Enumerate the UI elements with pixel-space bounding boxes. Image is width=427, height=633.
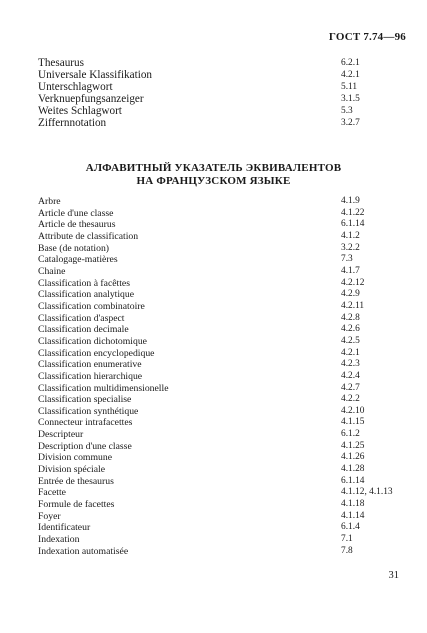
index-term: Classification d'aspect (38, 312, 125, 324)
index-reference: 4.2.1 (341, 70, 360, 81)
index-reference: 4.1.9 (341, 196, 360, 206)
index-reference: 6.2.1 (341, 58, 360, 68)
section-title (0, 162, 427, 188)
german-index-list (38, 57, 403, 130)
index-reference: 4.1.22 (341, 207, 365, 218)
index-entry (38, 464, 403, 476)
index-entry (38, 117, 403, 129)
french-index-list (38, 196, 403, 557)
index-term: Attribute de classification (38, 230, 139, 242)
index-reference: 6.1.14 (341, 475, 365, 486)
index-reference: 6.1.2 (341, 429, 360, 440)
index-term: Connecteur intrafacettes (38, 417, 133, 429)
index-entry (38, 383, 403, 395)
index-term: Unterschlagwort (38, 81, 113, 94)
index-entry (38, 546, 403, 558)
index-reference: 4.2.3 (341, 359, 360, 370)
index-entry (38, 105, 403, 117)
index-reference: 4.1.14 (341, 510, 365, 521)
index-reference: 3.2.2 (341, 242, 360, 253)
index-reference: 6.1.4 (341, 522, 360, 533)
index-reference: 6.1.14 (341, 219, 365, 230)
index-term: Classification enumerative (38, 359, 142, 371)
index-term: Description d'une classe (38, 440, 132, 452)
index-entry (38, 371, 403, 383)
index-term: Classification hierarchique (38, 370, 143, 382)
index-reference: 4.2.8 (341, 312, 360, 323)
index-term: Entrée de thesaurus (38, 475, 114, 487)
index-term: Catalogage-matières (38, 254, 118, 266)
index-term: Article de thesaurus (38, 219, 116, 231)
index-entry (38, 196, 403, 208)
index-term: Classification multidimensionelle (38, 382, 169, 394)
index-entry (38, 278, 403, 290)
index-term: Arbre (38, 196, 61, 207)
index-reference: 3.1.5 (341, 94, 360, 105)
page-number: 31 (388, 570, 399, 581)
index-term: Article d'une classe (38, 207, 114, 219)
index-entry (38, 208, 403, 220)
index-reference: 4.1.18 (341, 499, 365, 510)
page-header-standard: ГОСТ 7.74—96 (328, 31, 406, 43)
index-reference: 4.2.11 (341, 300, 365, 311)
index-reference: 4.2.10 (341, 405, 365, 416)
index-reference: 4.1.2 (341, 230, 360, 241)
index-term: Weites Schlagwort (38, 105, 122, 118)
index-term: Verknuepfungsanzeiger (38, 93, 144, 106)
index-reference: 4.2.12 (341, 277, 365, 288)
index-reference: 5.11 (341, 82, 358, 93)
index-reference: 4.2.6 (341, 324, 360, 335)
index-term: Division spéciale (38, 464, 105, 476)
index-term: Classification encyclopedique (38, 347, 155, 359)
index-term: Classification combinatoire (38, 300, 145, 312)
index-entry (38, 289, 403, 301)
index-reference: 7.1 (341, 534, 353, 545)
index-entry (38, 313, 403, 325)
index-reference: 4.1.25 (341, 440, 365, 451)
index-entry (38, 219, 403, 231)
index-entry (38, 429, 403, 441)
index-term: Base (de notation) (38, 242, 110, 254)
index-entry (38, 534, 403, 546)
index-term: Facette (38, 487, 66, 499)
index-reference: 3.2.7 (341, 118, 360, 129)
index-term: Universale Klassifikation (38, 69, 153, 82)
index-term: Foyer (38, 510, 61, 522)
index-reference: 4.2.2 (341, 394, 360, 405)
index-entry (38, 359, 403, 371)
index-reference: 5.3 (341, 106, 353, 117)
index-entry (38, 487, 403, 499)
index-reference: 7.8 (341, 545, 353, 556)
index-entry (38, 69, 403, 81)
index-entry (38, 452, 403, 464)
section-title-line-1: АЛФАВИТНЫЙ УКАЗАТЕЛЬ ЭКВИВАЛЕНТОВ (85, 162, 342, 174)
index-entry (38, 499, 403, 511)
index-entry (38, 301, 403, 313)
index-term: Chaine (38, 265, 66, 277)
index-term: Thesaurus (38, 57, 84, 69)
index-term: Classification dichotomique (38, 335, 147, 347)
index-reference: 7.3 (341, 254, 353, 265)
index-term: Indexation (38, 534, 80, 546)
index-term: Classification specialise (38, 394, 132, 406)
index-term: Identificateur (38, 522, 91, 534)
index-entry (38, 417, 403, 429)
index-term: Indexation automatisée (38, 545, 129, 557)
index-entry (38, 348, 403, 360)
index-entry (38, 243, 403, 255)
index-entry (38, 254, 403, 266)
index-term: Classification synthétique (38, 405, 139, 417)
index-entry (38, 476, 403, 488)
index-reference: 4.1.26 (341, 452, 365, 463)
index-entry (38, 93, 403, 105)
index-reference: 4.1.15 (341, 417, 365, 428)
index-entry (38, 81, 403, 93)
index-term: Classification analytique (38, 289, 135, 301)
index-term: Descripteur (38, 429, 84, 441)
index-term: Classification à facêttes (38, 277, 130, 289)
index-reference: 4.1.12, 4.1.13 (341, 487, 393, 498)
index-reference: 4.2.5 (341, 335, 360, 346)
section-title-line-2: НА ФРАНЦУЗСКОМ ЯЗЫКЕ (136, 175, 291, 187)
index-entry (38, 511, 403, 523)
index-entry (38, 406, 403, 418)
index-reference: 4.1.28 (341, 464, 365, 475)
index-term: Formule de facettes (38, 499, 115, 511)
index-entry (38, 394, 403, 406)
index-reference: 4.1.7 (341, 265, 360, 276)
index-reference: 4.2.4 (341, 370, 360, 381)
index-term: Classification decimale (38, 324, 129, 336)
index-entry (38, 336, 403, 348)
index-reference: 4.2.1 (341, 347, 360, 358)
index-term: Division commune (38, 452, 112, 464)
index-entry (38, 231, 403, 243)
index-entry (38, 57, 403, 69)
index-entry (38, 266, 403, 278)
index-entry (38, 324, 403, 336)
index-entry (38, 522, 403, 534)
index-reference: 4.2.7 (341, 382, 360, 393)
index-reference: 4.2.9 (341, 289, 360, 300)
index-entry (38, 441, 403, 453)
index-term: Ziffernnotation (38, 117, 107, 130)
